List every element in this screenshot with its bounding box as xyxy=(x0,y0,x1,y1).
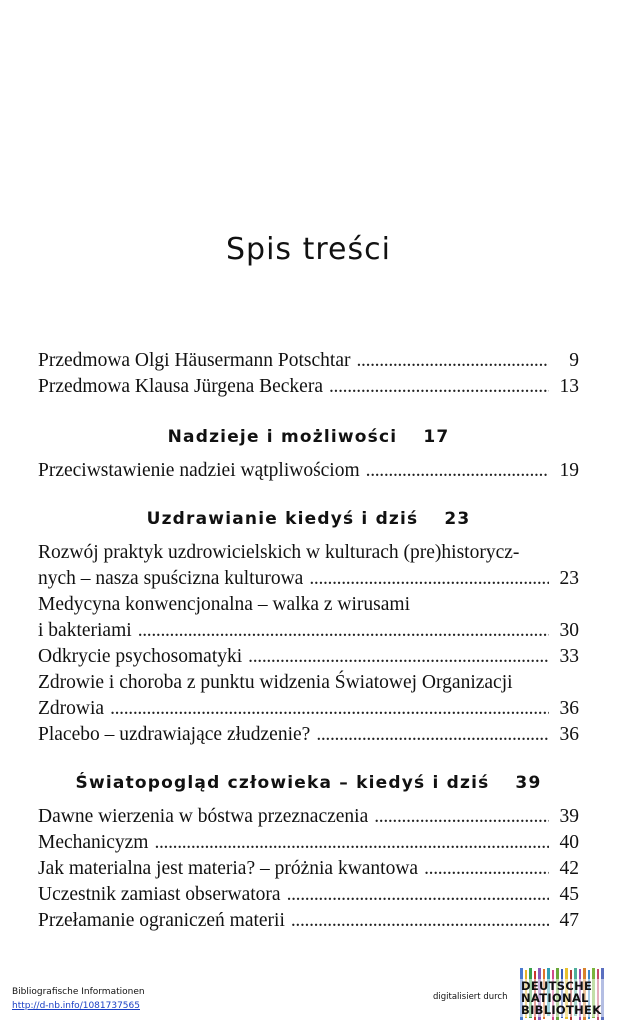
toc-entry-text: nych – nasza spuścizna kulturowa xyxy=(38,568,304,589)
toc-entry-text: Przełamanie ograniczeń materii xyxy=(38,910,285,931)
toc-entry-text: Zdrowia xyxy=(38,698,105,719)
toc-entry-line: Medycyna konwencjonalna – walka z wirusami xyxy=(38,594,411,615)
page-title: Spis treści xyxy=(226,232,391,267)
toc-entry[interactable] xyxy=(38,374,579,400)
toc-entry-text: Jak materialna jest materia? – próżnia kwantowa xyxy=(38,858,419,879)
leader-dots xyxy=(138,618,549,644)
toc-entry-text: Przeciwstawienie nadziei wątpliwościom xyxy=(38,460,360,481)
toc-entry[interactable] xyxy=(38,618,579,644)
toc-entry[interactable] xyxy=(38,830,579,856)
toc-entry-page: 39 xyxy=(559,806,579,827)
toc-entry-page: 47 xyxy=(559,910,579,931)
bibliographic-info-link[interactable]: http://d-nb.info/1081737565 xyxy=(12,1001,140,1011)
toc-entry-page: 36 xyxy=(559,698,579,719)
table-of-contents xyxy=(38,348,579,934)
toc-entry-page: 23 xyxy=(559,568,579,589)
leader-dots xyxy=(374,804,549,830)
leader-dots xyxy=(356,348,549,374)
toc-entry-text: Uczestnik zamiast obserwatora xyxy=(38,884,281,905)
toc-entry[interactable] xyxy=(38,882,579,908)
leader-dots xyxy=(424,856,549,882)
toc-entry-page: 13 xyxy=(559,376,579,397)
toc-entry[interactable] xyxy=(38,722,579,748)
toc-entry[interactable] xyxy=(38,908,579,934)
section-heading-text: Uzdrawianie kiedyś i dziś xyxy=(146,509,419,529)
section-heading-page: 23 xyxy=(444,509,471,529)
toc-entry-text: Przedmowa Olgi Häusermann Potschtar xyxy=(38,350,351,371)
toc-entry[interactable] xyxy=(38,348,579,374)
section-heading-text: Nadzieje i możliwości xyxy=(167,427,398,447)
leader-dots xyxy=(154,830,549,856)
section-heading-page: 17 xyxy=(423,427,450,447)
toc-entry-text: i bakteriami xyxy=(38,620,132,641)
toc-entry-page: 33 xyxy=(559,646,579,667)
toc-entry-text: Dawne wierzenia w bóstwa przeznaczenia xyxy=(38,806,369,827)
toc-entry[interactable] xyxy=(38,696,579,722)
toc-entry-text: Odkrycie psychosomatyki xyxy=(38,646,243,667)
leader-dots xyxy=(316,722,549,748)
toc-entry-page: 40 xyxy=(559,832,579,853)
toc-entry[interactable] xyxy=(38,804,579,830)
toc-entry-text: Placebo – uzdrawiające złudzenie? xyxy=(38,724,311,745)
dnb-logo xyxy=(521,980,601,1016)
bibliographic-info-label: Bibliografische Informationen xyxy=(12,987,145,997)
section-heading[interactable] xyxy=(38,422,579,452)
leader-dots xyxy=(248,644,549,670)
toc-entry-page: 19 xyxy=(559,460,579,481)
toc-entry[interactable] xyxy=(38,566,579,592)
leader-dots xyxy=(110,696,549,722)
dnb-logo-line: NATIONAL xyxy=(521,991,589,1005)
toc-entry-line: Zdrowie i choroba z punktu widzenia Światowej Organizacji xyxy=(38,672,513,693)
dnb-logo-line: DEUTSCHE xyxy=(521,979,593,993)
toc-entry[interactable] xyxy=(38,856,579,882)
section-heading-page: 39 xyxy=(515,773,542,793)
toc-entry-line: Rozwój praktyk uzdrowicielskich w kulturach (pre)historycz- xyxy=(38,542,520,563)
leader-dots xyxy=(291,908,549,934)
bibliographic-info xyxy=(12,985,145,1013)
leader-dots xyxy=(366,458,549,484)
toc-entry[interactable] xyxy=(38,458,579,484)
leader-dots xyxy=(309,566,549,592)
toc-entry-text: Przedmowa Klausa Jürgena Beckera xyxy=(38,376,323,397)
toc-entry-page: 9 xyxy=(569,350,579,371)
toc-entry-page: 45 xyxy=(559,884,579,905)
leader-dots xyxy=(329,374,549,400)
toc-entry-text: Mechanicyzm xyxy=(38,832,149,853)
toc-entry-page: 42 xyxy=(559,858,579,879)
dnb-logo-line: BIBLIOTHEK xyxy=(521,1003,602,1017)
leader-dots xyxy=(287,882,549,908)
toc-entry-page: 30 xyxy=(559,620,579,641)
section-heading[interactable] xyxy=(38,504,579,534)
digitized-by-label: digitalisiert durch xyxy=(433,992,508,1002)
section-heading[interactable] xyxy=(38,768,579,798)
section-heading-text: Światopogląd człowieka – kiedyś i dziś xyxy=(75,773,490,793)
toc-entry-page: 36 xyxy=(559,724,579,745)
toc-entry[interactable] xyxy=(38,644,579,670)
